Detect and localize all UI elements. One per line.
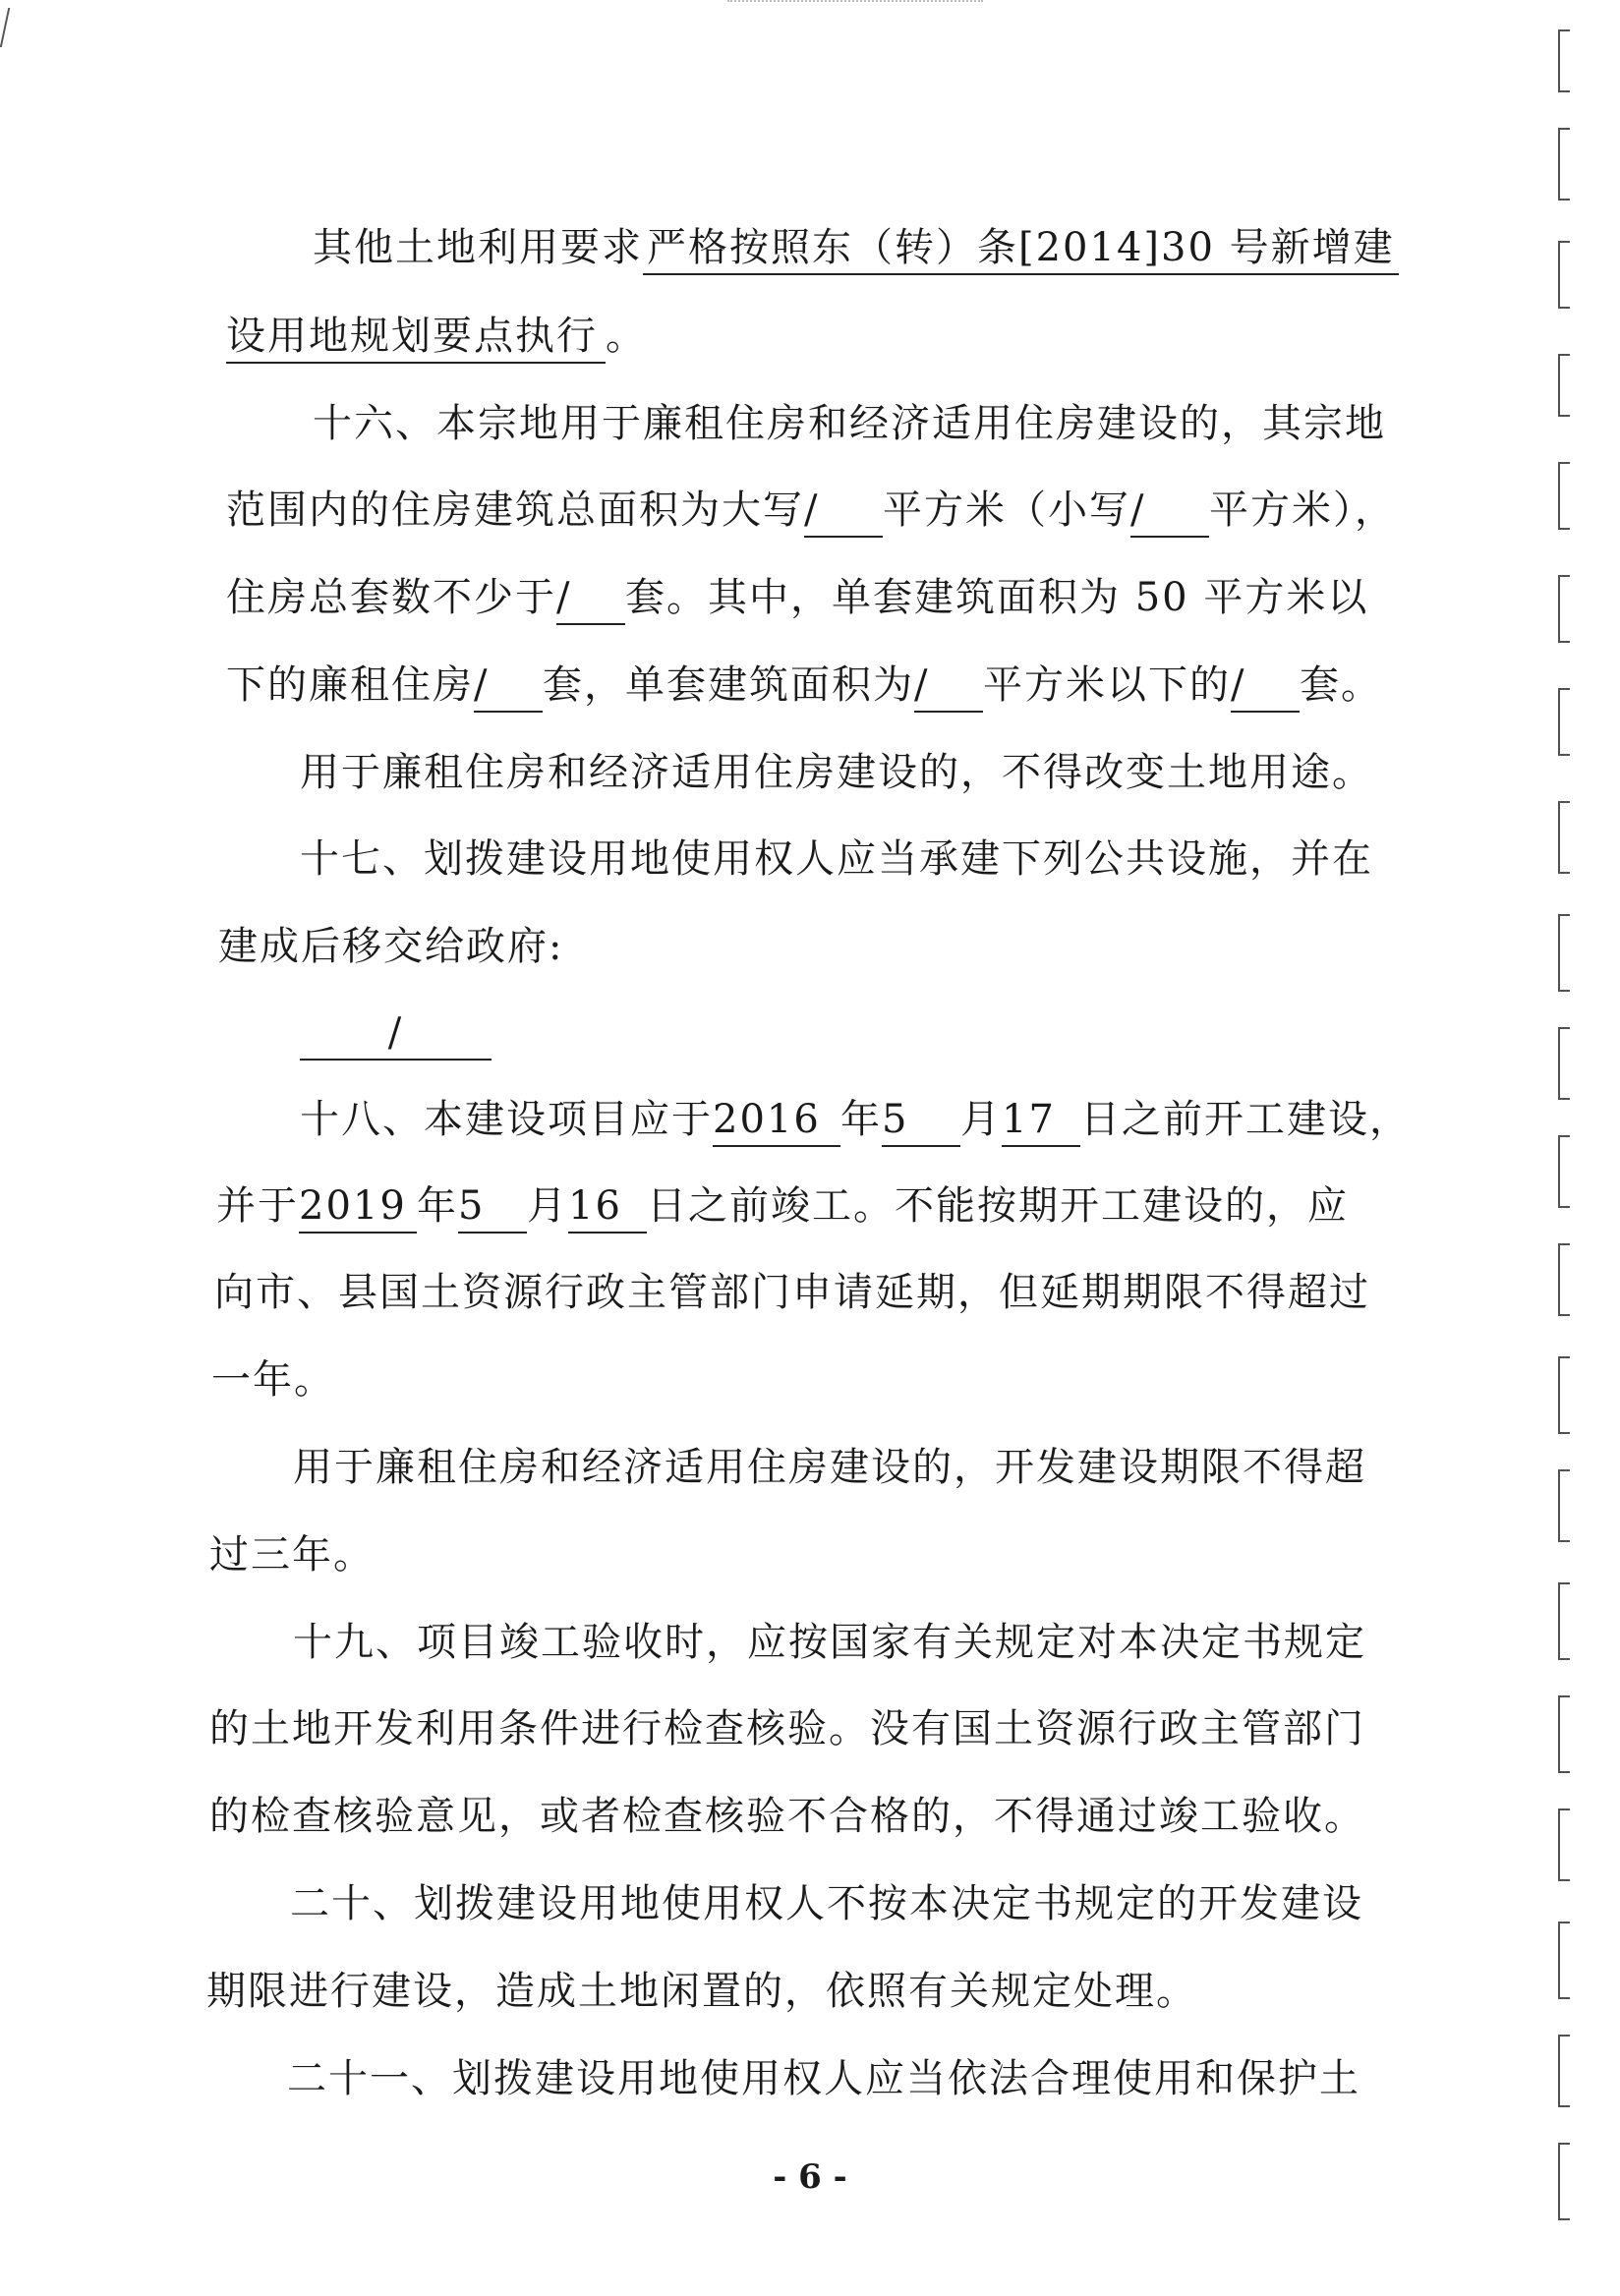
text-segment: 。 [606, 314, 647, 359]
filled-value: 严格按照东（转）条[2014]30 号新增建 [643, 222, 1399, 275]
clause-18-note-line-1: 用于廉租住房和经济适用住房建设的，开发建设期限不得超 [293, 1445, 1366, 1490]
clause-18-line-2 [216, 1178, 1349, 1234]
filled-value: 设用地规划要点执行 [226, 311, 606, 364]
text-segment: 住房总套数不少于 [226, 575, 556, 620]
other-requirements-line-1 [313, 220, 1395, 275]
clause-19-line-3: 的检查核验意见，或者检查核验不合格的，不得通过竣工验收。 [209, 1794, 1365, 1839]
filled-value: / [1130, 485, 1209, 538]
text-segment: 十八、本建设项目应于 [300, 1097, 713, 1142]
text-segment: 月 [527, 1183, 568, 1229]
scan-artifact [0, 8, 14, 47]
text-segment: 套。其中，单套建筑面积为 50 平方米以 [625, 575, 1369, 620]
binding-mark [1558, 1243, 1570, 1316]
binding-mark [1558, 354, 1570, 417]
clause-16-line-3 [226, 570, 1369, 625]
clause-16-line-2 [226, 483, 1396, 538]
start-month-value: 5 [882, 1094, 960, 1147]
binding-mark [1558, 1356, 1570, 1434]
clause-20-line-2: 期限进行建设，造成土地闲置的，依照有关规定处理。 [206, 1969, 1197, 2014]
filled-value: / [556, 572, 625, 625]
binding-mark [1558, 29, 1570, 92]
page-number: - 6 - [773, 2157, 847, 2197]
text-segment: 下的廉租住房 [226, 662, 474, 708]
text-segment: 日之前竣工。不能按期开工建设的，应 [647, 1183, 1349, 1229]
clause-17-line-1: 十七、划拨建设用地使用权人应当承建下列公共设施，并在 [300, 836, 1373, 882]
clause-18-line-4: 一年。 [211, 1357, 335, 1403]
binding-mark [1558, 462, 1570, 530]
clause-20-line-1: 二十、划拨建设用地使用权人不按本决定书规定的开发建设 [290, 1881, 1363, 1926]
text-segment: 平方米（小写 [883, 488, 1130, 533]
clause-17-blank-line [300, 1005, 496, 1061]
filled-value: / [914, 660, 983, 713]
other-requirements-line-2 [226, 309, 1391, 364]
binding-mark [1558, 1808, 1570, 1881]
binding-mark [1558, 1469, 1570, 1542]
text-segment: 并于 [216, 1183, 299, 1229]
end-month-value: 5 [458, 1180, 527, 1234]
binding-mark [1558, 241, 1570, 309]
binding-mark [1558, 1582, 1570, 1660]
binding-mark [1558, 1135, 1570, 1208]
text-segment: 年 [840, 1097, 882, 1142]
binding-edge [1558, 0, 1597, 2296]
binding-mark [1558, 575, 1570, 643]
binding-mark [1558, 128, 1570, 201]
clause-19-line-1: 十九、项目竣工验收时，应按国家有关规定对本决定书规定 [293, 1620, 1366, 1665]
text-segment: 范围内的住房建筑总面积为大写 [226, 488, 804, 533]
end-day-value: 16 [568, 1180, 647, 1234]
filled-value: / [474, 660, 543, 713]
binding-mark [1558, 2035, 1570, 2107]
text-segment: 套，单套建筑面积为 [543, 662, 914, 708]
text-segment: 平方米）， [1209, 488, 1396, 533]
start-day-value: 17 [1002, 1094, 1080, 1147]
filled-value: / [804, 485, 883, 538]
clause-16-line-4 [226, 658, 1382, 713]
filled-value: / [1231, 660, 1300, 713]
filled-value: / [300, 1007, 492, 1061]
text-segment: 其他土地利用要求 [313, 225, 643, 270]
start-year-value: 2016 [713, 1094, 840, 1147]
text-segment: 平方米以下的 [983, 662, 1231, 708]
binding-mark [1558, 1027, 1570, 1100]
clause-18-line-1 [300, 1092, 1411, 1147]
binding-mark [1558, 1695, 1570, 1773]
binding-mark [1558, 1922, 1570, 1999]
text-segment: 日之前开工建设， [1080, 1097, 1411, 1142]
clause-16-note: 用于廉租住房和经济适用住房建设的，不得改变土地用途。 [300, 750, 1373, 795]
text-segment: 月 [960, 1097, 1002, 1142]
clause-21-line-1: 二十一、划拨建设用地使用权人应当依法合理使用和保护土 [287, 2056, 1360, 2101]
clause-18-line-3: 向市、县国土资源行政主管部门申请延期，但延期期限不得超过 [214, 1270, 1370, 1315]
binding-mark [1558, 801, 1570, 874]
clause-17-line-2: 建成后移交给政府: [218, 924, 564, 969]
clause-19-line-2: 的土地开发利用条件进行检查核验。没有国土资源行政主管部门 [209, 1706, 1365, 1751]
binding-mark [1558, 688, 1570, 756]
clause-16-line-1: 十六、本宗地用于廉租住房和经济适用住房建设的，其宗地 [313, 401, 1386, 446]
binding-mark [1558, 2143, 1570, 2220]
text-segment: 套。 [1300, 662, 1382, 708]
scan-artifact [727, 0, 983, 6]
text-segment: 年 [417, 1183, 458, 1229]
end-year-value: 2019 [299, 1180, 417, 1234]
clause-18-note-line-2: 过三年。 [209, 1532, 375, 1578]
binding-mark [1558, 914, 1570, 992]
